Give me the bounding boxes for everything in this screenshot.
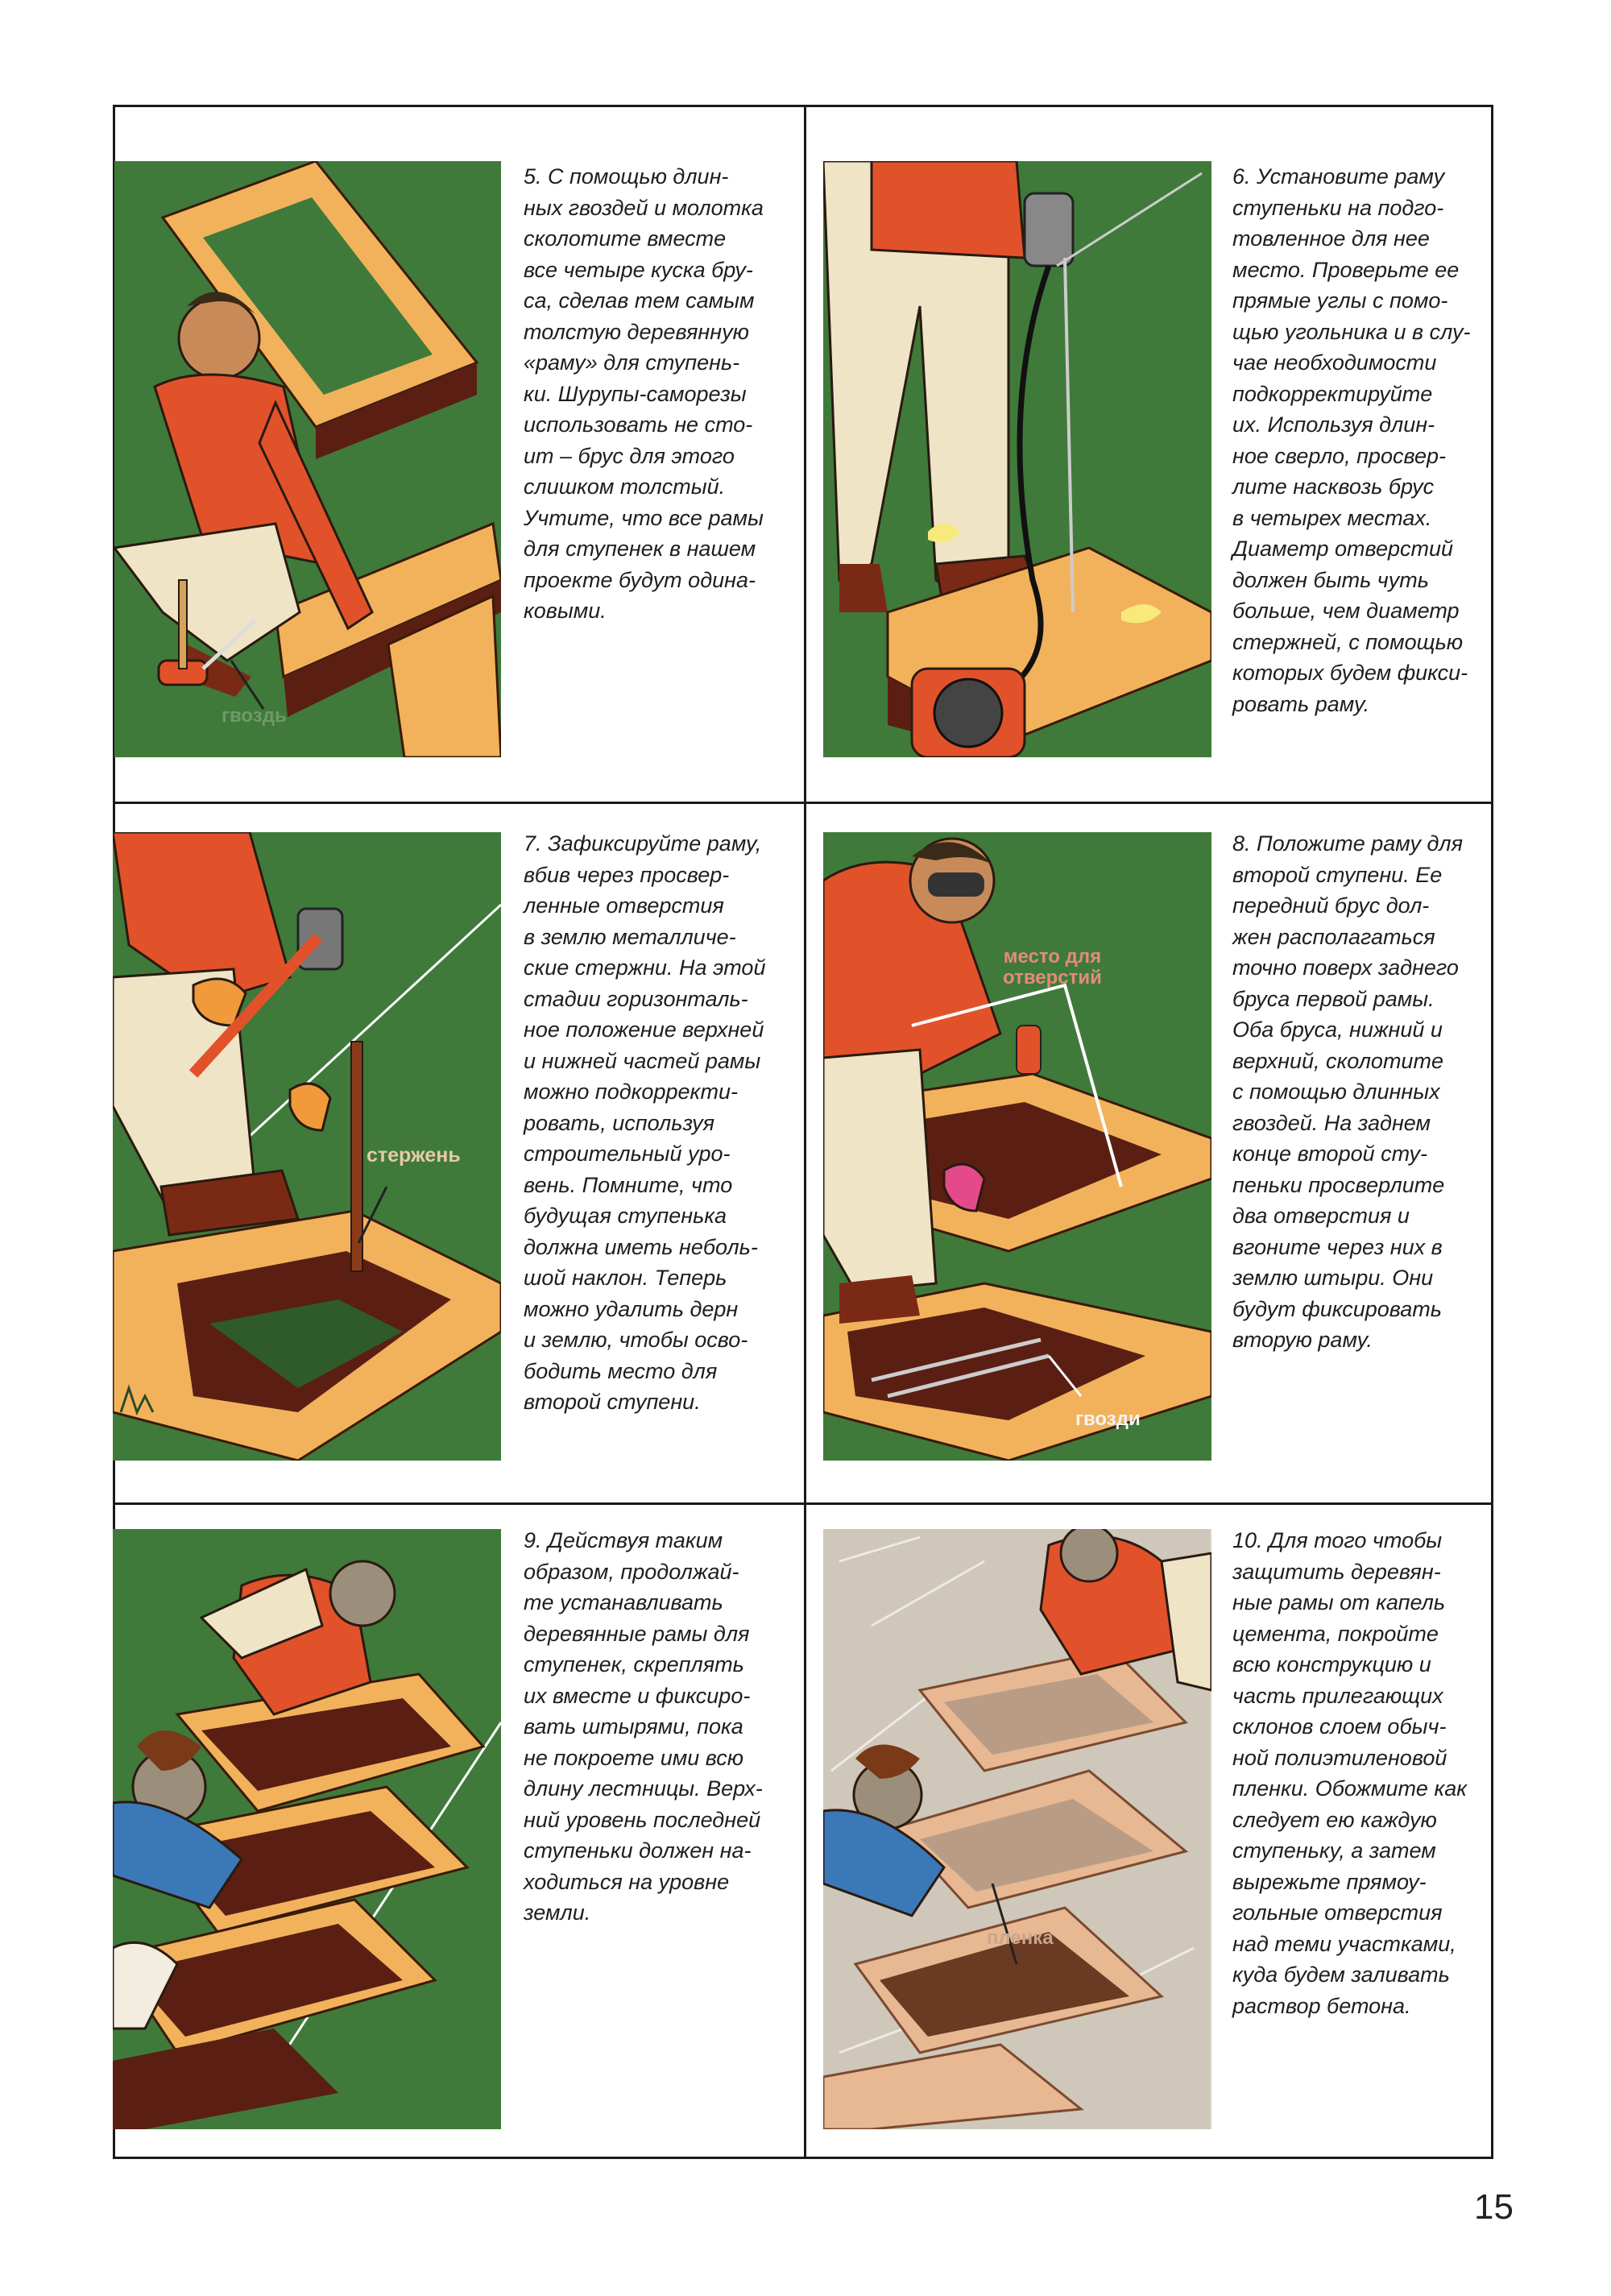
holes-label: место для отверстий: [1003, 946, 1102, 988]
step-5-caption: 5. С помощью длин- ных гвоздей и молотка сколотите вместе все четыре куска бру- са, сделав тем самым толстую деревянную «раму» для ступень- ки. Шурупы-саморезы использовать не сто- ит – брус для этого слишком толстый. Учтите, что все рамы для ступенек в нашем проекте будут одина- ковыми.: [524, 164, 764, 623]
step-6-caption: 6. Установите раму ступеньки на подго- товленное для нее место. Проверьте ее прямые углы с помо- щью угольника и в слу- чае необходимости подкорректируйте их. Используя длин- ное сверло, просвер- лите насквозь брус в четырех местах. Диаметр отверстий должен быть чуть больше, чем диаметр стержней, с помощью которых будем фикси- ровать раму.: [1232, 164, 1471, 716]
nails-label: гвозди: [1075, 1408, 1141, 1430]
stake-label: стержень: [367, 1144, 461, 1167]
row-divider: [115, 1502, 1491, 1505]
step-9-illustration: [113, 1529, 501, 2129]
page-number: 15: [1474, 2187, 1514, 2227]
step-10-caption: 10. Для того чтобы защитить деревян- ные рамы от капель цемента, покройте всю конструкцию и часть прилегающих склонов слоем обыч- ной полиэтиленовой пленки. Обожмите как следует ею каждую ступеньку, а затем вырежьте прямоу- гольные отверстия над теми участками, куда будем заливать раствор бетона.: [1232, 1528, 1467, 2018]
step-6-illustration: [823, 161, 1211, 757]
column-divider: [804, 107, 806, 2157]
step-8-caption: 8. Положите раму для второй ступени. Ее передний брус дол- жен располагаться точно поверх заднего бруса первой рамы. Оба бруса, нижний и верхний, сколотите с помощью длинных гвоздей. На заднем конце второй сту- пеньки просверлите два отверстия и вгоните через них в землю штыри. Они будут фиксировать вторую раму.: [1232, 831, 1464, 1352]
film-label: пленка: [987, 1927, 1054, 1949]
step-5-illustration: [114, 161, 501, 757]
step-9-caption: 9. Действуя таким образом, продолжай- те устанавливать деревянные рамы для ступенек, скреплять их вместе и фиксиро- вать штырями, пока не покроете ими всю длину лестницы. Верх- ний уровень последней ступеньки должен на- ходиться на уровне земли.: [524, 1528, 763, 1925]
step-8-illustration: [823, 832, 1211, 1461]
step-10-illustration: [823, 1529, 1211, 2129]
row-divider: [115, 802, 1491, 804]
step-7-caption: 7. Зафиксируйте раму, вбив через просвер- ленные отверстия в землю металличе- ские стержни. На этой стадии горизонталь- ное положение верхней и нижней частей рамы можно подкорректи- ровать, используя строительный уро- вень. Помните, что будущая ступенька должна иметь неболь- шой наклон. Теперь можно удалить дерн и землю, чтобы осво- бодить место для второй ступени.: [524, 831, 766, 1414]
nail-label: гвоздь: [222, 705, 287, 727]
